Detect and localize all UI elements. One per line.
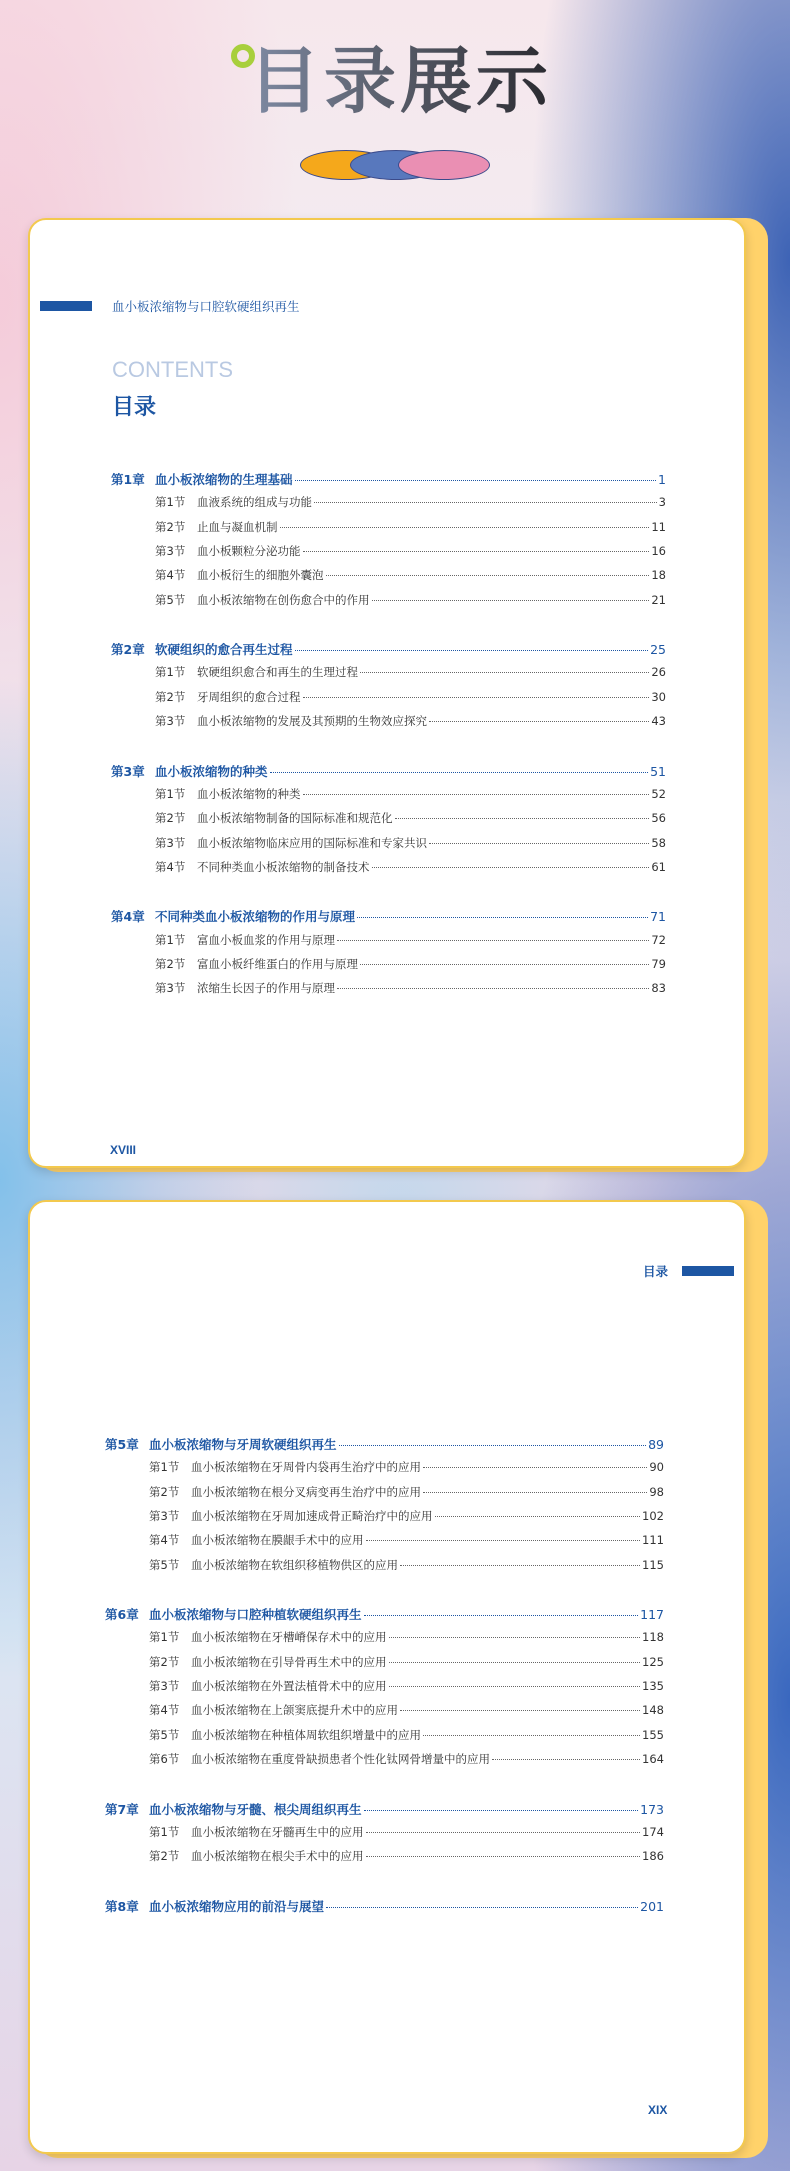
toc-section-row <box>155 859 666 875</box>
toc-page-number: 71 <box>650 909 666 925</box>
toc-number: 第2节 <box>149 1484 180 1499</box>
toc-section-row <box>149 1557 664 1573</box>
toc-label: 血小板浓缩物在膜龈手术中的应用 <box>191 1533 364 1548</box>
toc-number: 第3节 <box>155 714 186 728</box>
toc-label: 血小板浓缩物与牙髓、根尖周组织再生 <box>149 1801 362 1817</box>
toc-section-row <box>155 519 666 535</box>
toc-section-row <box>149 1508 664 1524</box>
toc-section-row <box>155 956 666 972</box>
pink-ellipse <box>398 150 490 180</box>
toc-page-number: 16 <box>651 543 666 558</box>
toc-number: 第1节 <box>155 495 186 510</box>
toc-label: 血小板浓缩物与牙周软硬组织再生 <box>149 1437 337 1452</box>
toc-section-row <box>155 713 666 729</box>
toc-label: 血小板浓缩物在软组织移植物供区的应用 <box>191 1557 398 1572</box>
toc-page-number: 1 <box>658 472 666 487</box>
toc-label: 血小板浓缩物在根尖手术中的应用 <box>191 1849 364 1864</box>
toc-number: 第1节 <box>155 786 186 801</box>
toc-section-row <box>155 980 666 996</box>
page-number: XIX <box>648 2103 668 2117</box>
toc-page-number: 102 <box>642 1508 664 1523</box>
page-paper <box>28 218 746 1168</box>
toc-chapter-row <box>111 762 666 780</box>
toc-number: 第1节 <box>149 1824 180 1839</box>
toc-section-row <box>155 567 666 583</box>
dot-leader <box>364 1810 639 1811</box>
toc-section-row <box>149 1678 664 1694</box>
toc-label: 不同种类血小板浓缩物的制备技术 <box>197 859 370 874</box>
dot-leader <box>364 1615 639 1616</box>
toc-chapter-row <box>111 907 666 925</box>
dot-leader <box>423 1492 647 1493</box>
toc-label: 血小板浓缩物的种类 <box>155 763 268 779</box>
dot-leader <box>326 1907 638 1908</box>
toc-label: 软硬组织的愈合再生过程 <box>155 642 293 658</box>
dot-leader <box>395 818 650 819</box>
toc-label: 血小板衍生的细胞外囊泡 <box>197 568 324 583</box>
toc-number: 第7章 <box>105 1801 139 1817</box>
dot-leader <box>303 551 650 552</box>
toc-page-number: 90 <box>649 1460 664 1475</box>
toc-number: 第2章 <box>111 642 145 658</box>
toc-page-number: 11 <box>651 519 666 534</box>
toc-page-number: 174 <box>642 1824 664 1839</box>
dot-leader <box>389 1637 641 1638</box>
toc-page-number: 61 <box>651 859 666 874</box>
toc-page-number: 118 <box>642 1630 664 1645</box>
toc-number: 第3节 <box>149 1508 180 1523</box>
toc-number: 第1章 <box>111 472 145 487</box>
contents-heading-zh: 目录 <box>112 395 157 420</box>
toc-number: 第8章 <box>105 1898 139 1914</box>
dot-leader <box>400 1565 640 1566</box>
toc-page-number: 89 <box>648 1437 664 1452</box>
toc-label: 血小板浓缩物应用的前沿与展望 <box>149 1898 325 1914</box>
toc-number: 第6章 <box>105 1607 139 1623</box>
toc-number: 第4节 <box>149 1533 180 1548</box>
toc-label: 血小板浓缩物临床应用的国际标准和专家共识 <box>197 835 427 850</box>
toc-number: 第6节 <box>149 1751 180 1766</box>
page-number: XVIII <box>110 1143 137 1157</box>
dot-leader <box>357 917 648 918</box>
dot-leader <box>423 1735 640 1736</box>
toc-page-number: 26 <box>651 665 666 680</box>
toc-chapter-row <box>111 470 666 488</box>
toc-number: 第2节 <box>149 1654 180 1669</box>
toc-section-row <box>149 1484 664 1500</box>
toc-section-row <box>149 1629 664 1645</box>
toc-label: 血小板浓缩物在外置法植骨术中的应用 <box>191 1679 387 1693</box>
toc-page-number: 155 <box>642 1727 664 1742</box>
toc-section-row <box>155 810 666 826</box>
dot-leader <box>280 527 650 528</box>
toc-section-row <box>149 1532 664 1548</box>
toc-page-number: 79 <box>651 957 666 971</box>
page-paper <box>28 1200 746 2154</box>
toc-number: 第4节 <box>155 859 186 874</box>
toc-label: 血小板浓缩物在上颌窦底提升术中的应用 <box>191 1703 398 1718</box>
toc-page-number: 111 <box>642 1533 664 1548</box>
dot-leader <box>314 502 657 503</box>
toc-number: 第3节 <box>149 1679 180 1693</box>
toc-page-number: 117 <box>640 1607 664 1623</box>
toc-section-row <box>149 1848 664 1864</box>
toc-chapter-row <box>105 1605 664 1623</box>
toc-number: 第5节 <box>149 1727 180 1742</box>
toc-label: 浓缩生长因子的作用与原理 <box>197 981 335 996</box>
toc-number: 第1节 <box>155 932 186 947</box>
dot-leader <box>295 650 649 651</box>
toc-page-right <box>28 1200 758 2154</box>
toc-number: 第3章 <box>111 763 145 779</box>
toc-page-number: 72 <box>651 932 666 947</box>
toc-number: 第2节 <box>155 519 186 534</box>
toc-number: 第1节 <box>155 665 186 680</box>
dot-leader <box>339 1445 647 1446</box>
dot-leader <box>337 940 649 941</box>
toc-section-row <box>155 786 666 802</box>
dot-leader <box>372 867 650 868</box>
dot-leader <box>372 600 650 601</box>
toc-label: 血小板浓缩物在牙槽嵴保存术中的应用 <box>191 1630 387 1645</box>
dot-leader <box>492 1759 640 1760</box>
toc-label: 血小板浓缩物在重度骨缺损患者个性化钛网骨增量中的应用 <box>191 1751 490 1766</box>
toc-number: 第2节 <box>155 811 186 826</box>
toc-page-number: 3 <box>658 495 666 510</box>
header <box>0 0 790 200</box>
toc-section-row <box>149 1727 664 1743</box>
toc-number: 第3节 <box>155 981 186 996</box>
dot-leader <box>270 772 649 773</box>
toc-page-number: 56 <box>651 811 666 826</box>
toc-label: 血小板颗粒分泌功能 <box>197 543 301 558</box>
toc-label: 血小板浓缩物在根分叉病变再生治疗中的应用 <box>191 1484 421 1499</box>
toc-label: 血液系统的组成与功能 <box>197 495 312 510</box>
running-head: 目录 <box>643 1264 669 1279</box>
toc-page-number: 21 <box>651 592 666 607</box>
running-head: 血小板浓缩物与口腔软硬组织再生 <box>112 299 300 314</box>
toc-page-number: 115 <box>642 1557 664 1572</box>
running-head-bar <box>40 301 92 311</box>
dot-leader <box>366 1856 641 1857</box>
toc-section-row <box>155 689 666 705</box>
toc-number: 第5章 <box>105 1437 139 1452</box>
toc-number: 第4章 <box>111 909 145 925</box>
toc-section-row <box>149 1702 664 1718</box>
toc-section-row <box>155 494 666 510</box>
toc-number: 第1节 <box>149 1460 180 1475</box>
toc-label: 血小板浓缩物的生理基础 <box>155 472 293 487</box>
toc-section-row <box>155 664 666 680</box>
dot-leader <box>295 480 657 481</box>
contents-heading-en: CONTENTS <box>112 357 233 382</box>
toc-number: 第3节 <box>155 835 186 850</box>
toc-label: 血小板浓缩物在创伤愈合中的作用 <box>197 592 370 607</box>
toc-label: 血小板浓缩物在牙周加速成骨正畸治疗中的应用 <box>191 1508 433 1523</box>
toc-page-number: 43 <box>651 714 666 728</box>
dot-leader <box>423 1467 647 1468</box>
toc-label: 血小板浓缩物与口腔种植软硬组织再生 <box>149 1607 362 1623</box>
toc-label: 血小板浓缩物在引导骨再生术中的应用 <box>191 1654 387 1669</box>
toc-label: 富血小板纤维蛋白的作用与原理 <box>197 957 358 971</box>
toc-page-left <box>28 218 758 1168</box>
toc-chapter-row <box>105 1897 664 1915</box>
toc-number: 第4节 <box>155 568 186 583</box>
toc-label: 富血小板血浆的作用与原理 <box>197 932 335 947</box>
toc-page-number: 58 <box>651 835 666 850</box>
toc-section-row <box>149 1654 664 1670</box>
toc-page-number: 51 <box>650 763 666 779</box>
toc-page-number: 125 <box>642 1654 664 1669</box>
dot-leader <box>303 794 650 795</box>
dot-leader <box>366 1540 641 1541</box>
toc-label: 血小板浓缩物在牙周骨内袋再生治疗中的应用 <box>191 1460 421 1475</box>
dot-leader <box>360 964 649 965</box>
toc-list <box>105 1435 664 1955</box>
toc-list <box>111 470 666 1030</box>
toc-label: 牙周组织的愈合过程 <box>197 689 301 704</box>
dot-leader <box>326 575 650 576</box>
toc-chapter-row <box>105 1435 664 1453</box>
dot-leader <box>303 697 650 698</box>
toc-section-row <box>155 932 666 948</box>
dot-leader <box>429 843 649 844</box>
toc-page-number: 25 <box>650 642 666 658</box>
toc-page-number: 30 <box>651 689 666 704</box>
dot-leader <box>435 1516 641 1517</box>
toc-section-row <box>149 1824 664 1840</box>
toc-section-row <box>149 1459 664 1475</box>
toc-label: 血小板浓缩物的发展及其预期的生物效应探究 <box>197 714 427 728</box>
toc-section-row <box>149 1751 664 1767</box>
toc-page-number: 83 <box>651 981 666 996</box>
dot-leader <box>429 721 649 722</box>
toc-number: 第2节 <box>149 1849 180 1864</box>
dot-leader <box>389 1662 641 1663</box>
toc-number: 第4节 <box>149 1703 180 1718</box>
toc-page-number: 98 <box>649 1484 664 1499</box>
toc-number: 第2节 <box>155 957 186 971</box>
toc-label: 血小板浓缩物制备的国际标准和规范化 <box>197 811 393 826</box>
running-head-bar <box>682 1266 734 1276</box>
toc-label: 软硬组织愈合和再生的生理过程 <box>197 665 358 680</box>
toc-label: 止血与凝血机制 <box>197 519 278 534</box>
toc-number: 第5节 <box>149 1557 180 1572</box>
toc-page-number: 201 <box>640 1898 664 1914</box>
toc-chapter-row <box>111 640 666 658</box>
toc-number: 第2节 <box>155 689 186 704</box>
toc-number: 第5节 <box>155 592 186 607</box>
dot-leader <box>389 1686 641 1687</box>
dot-leader <box>366 1832 641 1833</box>
page-title: 目录展示 <box>248 36 552 126</box>
toc-number: 第1节 <box>149 1630 180 1645</box>
toc-label: 不同种类血小板浓缩物的作用与原理 <box>155 909 356 925</box>
toc-page-number: 173 <box>640 1801 664 1817</box>
toc-page-number: 135 <box>642 1679 664 1693</box>
toc-label: 血小板浓缩物在牙髓再生中的应用 <box>191 1824 364 1839</box>
toc-section-row <box>155 592 666 608</box>
toc-section-row <box>155 543 666 559</box>
toc-page-number: 18 <box>651 568 666 583</box>
dot-leader <box>400 1710 640 1711</box>
dot-leader <box>337 988 649 989</box>
toc-number: 第3节 <box>155 543 186 558</box>
toc-page-number: 164 <box>642 1751 664 1766</box>
toc-section-row <box>155 835 666 851</box>
toc-page-number: 148 <box>642 1703 664 1718</box>
toc-page-number: 52 <box>651 786 666 801</box>
toc-chapter-row <box>105 1800 664 1818</box>
dot-leader <box>360 672 649 673</box>
toc-label: 血小板浓缩物的种类 <box>197 786 301 801</box>
toc-page-number: 186 <box>642 1849 664 1864</box>
toc-label: 血小板浓缩物在种植体周软组织增量中的应用 <box>191 1727 421 1742</box>
